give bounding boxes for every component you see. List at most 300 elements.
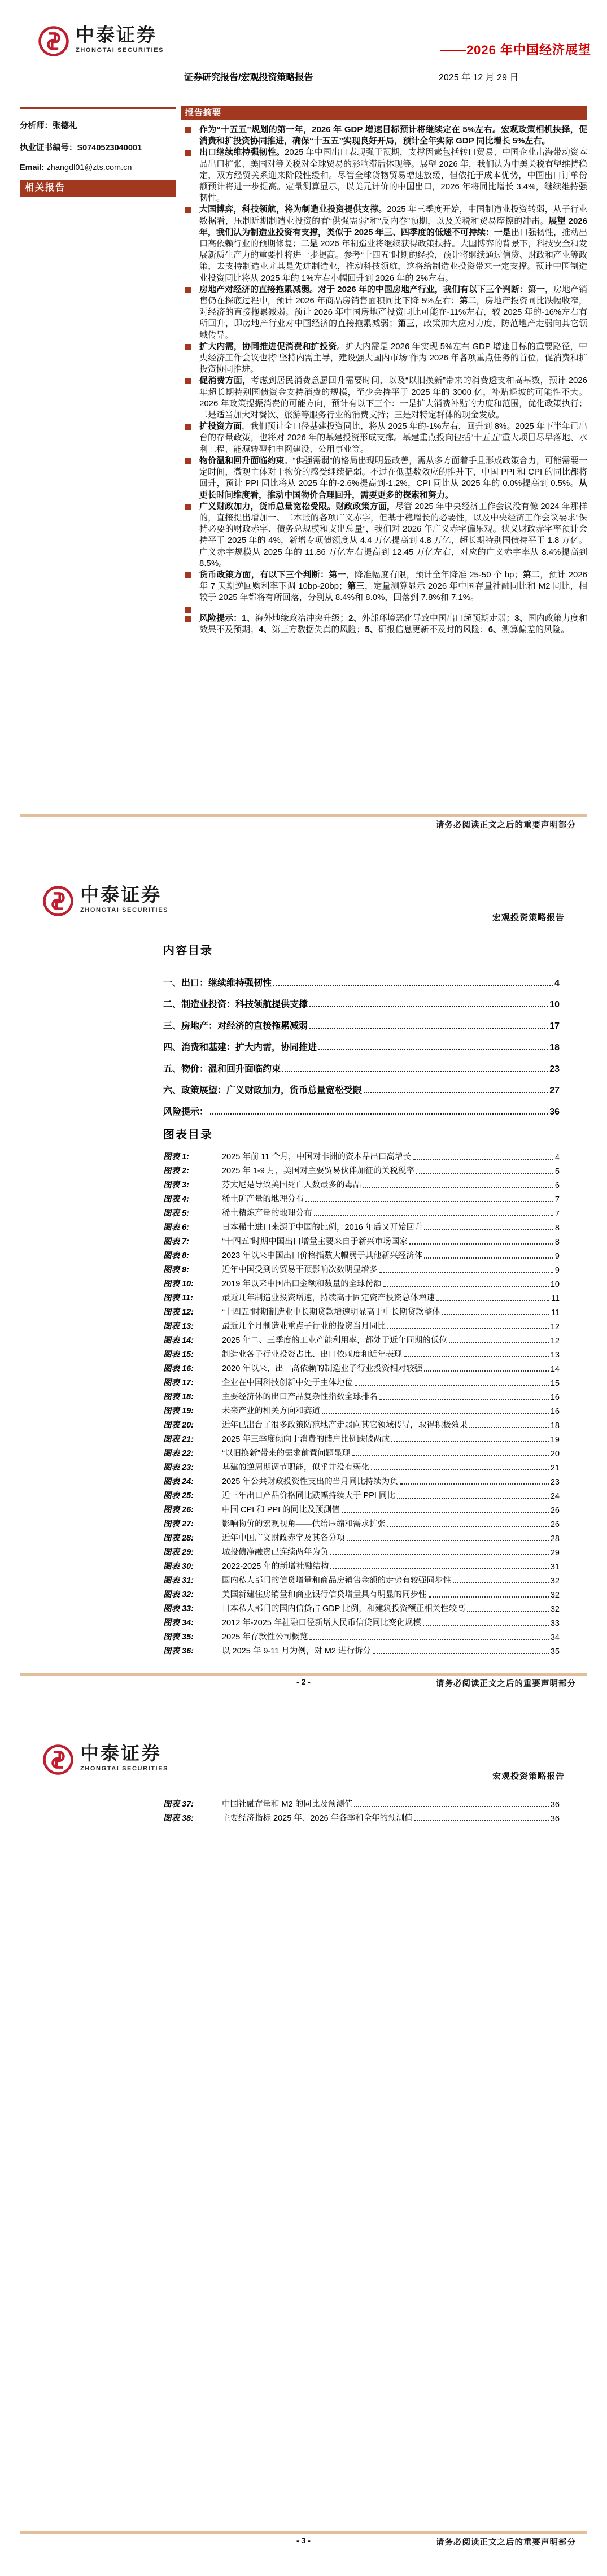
figure-number: 图表 7: (163, 1237, 189, 1246)
dot-leader (442, 1314, 549, 1315)
footer-divider (20, 814, 587, 817)
email-label: Email: (20, 163, 45, 172)
figure-title: 稀土矿产量的地理分布 (222, 1195, 304, 1204)
cert-number: S0740523040001 (77, 143, 142, 153)
figure-title: 美国新建住房销量和商业银行信贷增量具有明显的同步性 (222, 1590, 427, 1599)
figure-number: 图表 23: (163, 1463, 194, 1472)
toc-item-page: 23 (549, 1064, 560, 1074)
figure-number: 图表 30: (163, 1562, 194, 1571)
figure-title: 2012 年-2025 年社融口径新增人民币信贷同比变化规模 (222, 1618, 421, 1628)
figure-item[interactable] (163, 1586, 560, 1600)
report-type: 证券研究报告/宏观投资策略报告 (184, 73, 313, 82)
summary-bullet (181, 284, 587, 341)
figure-number: 图表 14: (163, 1336, 194, 1345)
dot-leader (282, 1071, 548, 1072)
dot-leader (373, 1653, 549, 1654)
figure-page: 31 (550, 1563, 560, 1572)
figure-item[interactable] (163, 1289, 560, 1303)
footer-divider (20, 2531, 587, 2534)
bullet-text (199, 604, 587, 613)
figure-page: 24 (550, 1492, 560, 1501)
figure-item[interactable] (163, 1148, 560, 1162)
figure-page: 7 (554, 1209, 560, 1219)
figure-page: 33 (550, 1619, 560, 1628)
figure-item[interactable] (163, 1176, 560, 1190)
page-number: - 2 - (296, 1677, 311, 1686)
figure-item[interactable] (163, 1614, 560, 1628)
dot-leader (391, 1441, 549, 1442)
page-number: - 3 - (296, 2536, 311, 2545)
figure-title: 近年中国广义财政赤字及其各分项 (222, 1534, 345, 1543)
figure-number: 图表 20: (163, 1421, 194, 1430)
figure-number: 图表 9: (163, 1265, 189, 1274)
brand-name-en: ZHONGTAI SECURITIES (80, 1765, 169, 1772)
dot-leader (413, 1159, 553, 1160)
toc-item-label: 风险提示： (163, 1107, 209, 1117)
figure-number: 图表 8: (163, 1251, 189, 1260)
figure-number: 图表 6: (163, 1223, 189, 1232)
bullet-text: 扩大内需，协同推进促消费和扩投资。扩大内需是 2026 年实现 5%左右 GDP 增速目标的重要路径，中央经济工作会议也将“坚持内需主导，建设强大国内市场”作为 2026 年各项重点任务的首位，促消费和扩投资协同推进。 (199, 341, 587, 375)
figure-item[interactable] (163, 1628, 560, 1642)
figure-page: 19 (550, 1435, 560, 1444)
summary-bullet (181, 569, 587, 604)
figure-item[interactable] (163, 1557, 560, 1572)
toc-item[interactable] (163, 1096, 560, 1117)
dot-leader (309, 1006, 548, 1007)
figure-page: 8 (554, 1224, 560, 1233)
bullet-square-icon (185, 150, 191, 156)
brand-name-en: ZHONGTAI SECURITIES (76, 47, 164, 54)
analyst-cert (20, 141, 176, 153)
figure-page: 11 (551, 1308, 560, 1317)
summary-bullet (181, 604, 587, 613)
brand-name-cn: 中泰证券 (80, 1743, 161, 1764)
figure-page: 28 (550, 1534, 560, 1543)
figure-item[interactable] (163, 1473, 560, 1487)
figure-page: 12 (550, 1322, 560, 1331)
figure-page: 26 (550, 1506, 560, 1515)
figure-number: 图表 25: (163, 1491, 194, 1500)
header-report-category: 宏观投资策略报告 (492, 913, 565, 923)
figure-item[interactable] (163, 1346, 560, 1360)
figure-page: 9 (554, 1252, 560, 1261)
figure-page: 36 (550, 1814, 560, 1824)
report-date: 2025 年 12 月 29 日 (439, 73, 519, 82)
report-title: ——2026 年中国经济展望 (440, 43, 591, 57)
dot-leader (453, 1582, 549, 1583)
figure-title: 2019 年以来中国出口金额和数量的全球份额 (222, 1280, 382, 1289)
figure-title: 基建的逆周期调节职能，似乎并没有弱化 (222, 1463, 369, 1472)
figure-number: 图表 28: (163, 1534, 194, 1543)
toc-item-page: 18 (549, 1043, 560, 1052)
toc-item-label: 四、消费和基建：扩大内需，协同推进 (163, 1043, 317, 1052)
figure-item[interactable] (163, 1204, 560, 1219)
toc-item-label: 六、政策展望：广义财政加力，货币总量宽松受限 (163, 1086, 363, 1095)
figure-title: 最近几年制造业投资增速，持续高于固定资产投资总体增速 (222, 1294, 435, 1303)
figure-item[interactable] (163, 1374, 560, 1388)
logo-text (80, 885, 168, 913)
toc-item-page: 17 (549, 1021, 560, 1031)
logo-text (76, 25, 164, 54)
bullet-square-icon (185, 458, 191, 464)
zhongtai-emblem-icon (42, 1743, 75, 1776)
figure-item[interactable] (163, 1261, 560, 1275)
figure-title: 国内私人部门的信贷增量和商品房销售金额的走势有较强同步性 (222, 1576, 451, 1585)
figure-title: 以 2025 年 9-11 月为例，对 M2 进行拆分 (222, 1647, 372, 1656)
figure-page: 6 (554, 1181, 560, 1190)
analyst-email (20, 163, 176, 172)
dot-leader (404, 1356, 549, 1357)
bullet-text: 扩投资方面，我们预计全口径基建投资同比，将从 2025 年的-1%左右，回升到 8%。2025 年下半年已出台的存量政策，也将对 2026 年的基建投资形成支撑。基建重点投向包括“十五五”重大项目尽早落地、水利工程、能源转型和电网建设、公用事业等。 (199, 421, 587, 454)
figure-title: 近年中国受到的贸易干预影响次数明显增多 (222, 1265, 378, 1274)
figure-item[interactable] (163, 1317, 560, 1331)
dot-leader (449, 1342, 549, 1343)
dot-leader (429, 1596, 549, 1598)
figure-title: 近年已出台了很多政策防范地产走弱向其它领域传导，取得积极效果 (222, 1421, 468, 1430)
figure-item[interactable] (163, 1303, 560, 1317)
figure-page: 23 (550, 1478, 560, 1487)
toc-item[interactable] (163, 1053, 560, 1074)
figure-item[interactable] (163, 1219, 560, 1233)
figure-number: 图表 26: (163, 1505, 194, 1515)
summary-bullet (181, 455, 587, 501)
dot-leader (305, 1201, 553, 1202)
figure-page: 15 (550, 1379, 560, 1388)
figure-number: 图表 18: (163, 1393, 194, 1402)
figure-list-page3 (163, 1795, 560, 1824)
footer-disclaimer: 请务必阅读正文之后的重要声明部分 (436, 2538, 576, 2547)
dot-leader (330, 1554, 549, 1555)
figure-title: “以旧换新”带来的需求前置问题显现 (222, 1449, 351, 1458)
cert-label: 执业证书编号： (20, 143, 77, 153)
toc-heading: 内容目录 (163, 945, 213, 957)
dot-leader (352, 1455, 549, 1456)
figure-page: 29 (550, 1548, 560, 1557)
bullet-square-icon (185, 424, 191, 430)
summary-bullet (181, 124, 587, 147)
figure-list-heading: 图表目录 (163, 1129, 213, 1141)
figure-title: 2023 年以来中国出口价格指数大幅弱于其他新兴经济体 (222, 1251, 423, 1260)
summary-bullet (181, 341, 587, 376)
figure-number: 图表 13: (163, 1322, 194, 1331)
figure-title: 2025 年前 11 个月，中国对非洲的资本品出口高增长 (222, 1152, 411, 1161)
summary-list (181, 124, 587, 636)
figure-number: 图表 16: (163, 1364, 194, 1373)
toc-item-page: 4 (554, 978, 560, 988)
figure-title: 主要经济指标 2025 年、2026 年各季和全年的预测值 (222, 1814, 413, 1823)
figure-item[interactable] (163, 1360, 560, 1374)
figure-number: 图表 33: (163, 1604, 194, 1613)
figure-number: 图表 10: (163, 1280, 194, 1289)
figure-item[interactable] (163, 1331, 560, 1346)
brand-name-en: ZHONGTAI SECURITIES (80, 907, 169, 913)
figure-title: “十四五”时期制造业中长期贷款增速明显高于中长期贷款整体 (222, 1308, 440, 1317)
figure-item[interactable] (163, 1190, 560, 1204)
toc-item-label: 二、制造业投资：科技领航提供支撑 (163, 1000, 308, 1009)
figure-page: 34 (550, 1633, 560, 1642)
dot-leader (423, 1625, 549, 1626)
figure-title: 2025 年存款性公司概览 (222, 1633, 308, 1642)
figure-page: 16 (550, 1393, 560, 1402)
bullet-square-icon (185, 127, 191, 133)
bullet-text: 作为“十五五”规划的第一年，2026 年 GDP 增速目标预计将继续定在 5%左右。宏观政策相机抉择，促消费和扩投资协同推进，确保“十五五”实现良好开局，预计全年实际 GDP 同比增长 5%左右。 (199, 125, 587, 146)
dot-leader (379, 1272, 553, 1273)
dot-leader (400, 1483, 549, 1485)
figure-number: 图表 38: (163, 1814, 194, 1823)
toc-item[interactable] (163, 989, 560, 1010)
figure-number: 图表 2: (163, 1167, 189, 1176)
summary-bullet (181, 501, 587, 569)
summary-bullet (181, 375, 587, 421)
figure-title: 制造业各子行业投资占比、出口依赖度和近年表现 (222, 1350, 402, 1359)
figure-title: 企业在中国科技创新中处于主体地位 (222, 1378, 353, 1387)
figure-page: 12 (550, 1337, 560, 1346)
figure-title: 稀土精炼产量的地理分布 (222, 1209, 312, 1218)
dot-leader (436, 1300, 549, 1301)
figure-title: 日本私人部门的国内信贷占 GDP 比例，和建筑投资额正相关性较高 (222, 1604, 465, 1613)
dot-leader (467, 1611, 549, 1612)
figure-title: 最近几个月制造业重点子行业的投资当月同比 (222, 1322, 386, 1331)
figure-number: 图表 34: (163, 1618, 194, 1628)
dot-leader (309, 1639, 549, 1640)
bullet-text: 物价温和回升面临约束。“供强需弱”的格局出现明显改善，需从多方面着手且形成政策合力，可能需要一定时间，微观主体对于物价的感受继续偏弱。不过在低基数效应的推升下，中国 PPI 和 CPI 的同比都将回升，预计 PPI 同比将从 2025 年的-2.6%提高到-1.2%，CPI 同比从 2025 年的 0.0%提高到 0.5%。从更长时间维度看，推动中国物价合理回升，需要更多的探索和努力。 (199, 455, 587, 500)
figure-page: 32 (550, 1591, 560, 1600)
dot-leader (364, 1092, 548, 1093)
figure-title: 芬太尼是导致美国死亡人数最多的毒品 (222, 1181, 361, 1190)
dot-leader (409, 1243, 553, 1245)
toc-item[interactable] (163, 1010, 560, 1032)
footer-divider (20, 1673, 587, 1676)
dot-leader (355, 1385, 549, 1386)
figure-item[interactable] (163, 1459, 560, 1473)
dot-leader (273, 985, 553, 986)
figure-page: 10 (550, 1280, 560, 1289)
figure-item[interactable] (163, 1795, 560, 1809)
zhongtai-logo (42, 885, 168, 917)
figure-item[interactable] (163, 1529, 560, 1543)
toc-item-page: 27 (549, 1086, 560, 1095)
figure-number: 图表 15: (163, 1350, 194, 1359)
summary-bullet (181, 147, 587, 204)
bullet-text: 货币政策方面，有以下三个判断：第一，降准幅度有限，预计全年降准 25-50 个 bp；第二，预计 2026 年 7 天期逆回购利率下调 10bp-20bp；第三，定量测算显示 2026 年中国存量社融同比和 M2 同比，相较于 2025 年都将有所回落，分别从 8.4%和 8.0%，回落到 7.8%和 7.1%。 (199, 569, 587, 603)
figure-item[interactable] (163, 1233, 560, 1247)
page-1 (0, 0, 607, 859)
dot-leader (379, 1399, 549, 1400)
dot-leader (363, 1187, 553, 1188)
zhongtai-logo (37, 25, 164, 58)
figure-title: 主要经济体的出口产品复杂性指数全球排名 (222, 1393, 378, 1402)
dot-leader (383, 1286, 549, 1287)
bullet-square-icon (185, 607, 191, 613)
toc-item-page: 10 (549, 1000, 560, 1009)
figure-item[interactable] (163, 1543, 560, 1557)
dot-leader (309, 1028, 548, 1029)
figure-page: 18 (550, 1421, 560, 1430)
figure-number: 图表 35: (163, 1633, 194, 1642)
bullet-square-icon (185, 287, 191, 293)
figure-number: 图表 5: (163, 1209, 189, 1218)
figure-number: 图表 36: (163, 1647, 194, 1656)
bullet-text: 促消费方面，考虑到居民消费意愿回升需要时间，以及“以旧换新”带来的消费透支和高基数，预计 2026 年超长期特别国债资金支持消费的规模，至少会持平于 2025 年的 3000 亿，补贴退坡的可能性不大。2026 年政策提振消费的可能方向，预计有以下三个：一是扩大消费补贴的力度和范围，优化政策执行；二是适当加大对餐饮、旅游等服务行业的消费支持；三是对特定群体的现金发放。 (199, 376, 587, 420)
figure-title: 影响物价的宏观视角——供给压缩和需求扩张 (222, 1520, 386, 1529)
figure-title: “十四五”时期中国出口增量主要来自于新兴市场国家 (222, 1237, 408, 1246)
figure-item[interactable] (163, 1247, 560, 1261)
figure-number: 图表 1: (163, 1152, 189, 1161)
toc-item-label: 五、物价：温和回升面临约束 (163, 1064, 281, 1074)
bullet-text: 出口继续维持强韧性。2025 年中国出口表现强于预期，支撑因素包括转口贸易、中国企业出海带动资本品出口扩张、美国对等关税对全球贸易的影响滞后体现等。展望 2026 年，我们认为中美关税有望维持稳定，双方经贸关系迎来阶段性缓和。尽管全球货物贸易增速放缓，但依托于成本优势，中国出口订单份额预计将进一步提高。定量测算显示，以美元计价的中国出口，2026 年将同比增长 3.4%，继续维持强韧性。 (199, 147, 587, 203)
figure-number: 图表 17: (163, 1378, 194, 1387)
figure-item[interactable] (163, 1600, 560, 1614)
toc-item[interactable] (163, 967, 560, 989)
figure-page: 26 (550, 1520, 560, 1529)
footer-disclaimer: 请务必阅读正文之后的重要声明部分 (436, 1679, 576, 1689)
figure-number: 图表 21: (163, 1435, 194, 1444)
page-2 (0, 859, 607, 1717)
analyst-name: 分析师：张德礼 (20, 121, 77, 130)
dot-leader (416, 1173, 553, 1174)
dot-leader (424, 1370, 549, 1372)
figure-number: 图表 3: (163, 1181, 189, 1190)
bullet-text: 房地产对经济的直接拖累减弱。对于 2026 年的中国房地产行业，我们有以下三个判断：第一，房地产销售仍在探底过程中，预计 2026 年商品房销售面积同比下降 5%左右；第二，房地产投资同比跌幅收窄，对经济的直接拖累减弱。预计 2026 年中国房地产投资同比可能在-11%左右，较 2025 年的-16%左右有所回升，即房地产行业对中国经济的直接拖累减弱；第三，政策加大应对力度，防范地产走弱向其它领域传导。 (199, 284, 587, 340)
dot-leader (414, 1820, 549, 1821)
figure-item[interactable] (163, 1275, 560, 1289)
dot-leader (347, 1540, 549, 1541)
figure-title: 2025 年 1-9 月，美国对主要贸易伙伴加征的关税税率 (222, 1167, 414, 1176)
zhongtai-emblem-icon (42, 885, 75, 917)
toc-item[interactable] (163, 1032, 560, 1053)
dot-leader (387, 1526, 549, 1527)
bullet-text: 广义财政加力，货币总量宽松受限。财政政策方面，尽管 2025 年中央经济工作会议没有像 2024 年那样的，直接提出增加一、二本账的各项广义赤字，但基于稳增长的必要性，以及中央经济工作会议要求“保持必要的财政赤字、债务总规模和支出总量”，我们对 2026 年广义赤字偏乐观。狭义财政赤字率预计会持平于 2025 年的 4%，新增专项债额度从 4.4 万亿提高到 4.8 万亿，超长期特别国债持平于 1.8 万亿。广义赤字规模从 2025 年的 11.86 万亿左右提高到 12.45 万亿左右，对应的广义赤字率从 8.4%提高到 8.5%。 (199, 501, 587, 568)
figure-number: 图表 11: (163, 1294, 193, 1303)
toc-item-label: 一、出口：继续维持强韧性 (163, 978, 272, 988)
figure-page: 7 (554, 1195, 560, 1204)
dot-leader (210, 1113, 548, 1115)
figure-title: 日本稀土进口来源于中国的比例，2016 年后又开始回升 (222, 1223, 423, 1232)
figure-page: 36 (550, 1800, 560, 1809)
figure-title: 2025 年二、三季度的工业产能利用率，都处于近年同期的低位 (222, 1336, 447, 1345)
figure-number: 图表 4: (163, 1195, 189, 1204)
page-3 (0, 1717, 607, 2576)
figure-list-page2 (163, 1148, 560, 1656)
bullet-square-icon (185, 504, 191, 510)
brand-name-cn: 中泰证券 (80, 884, 161, 905)
figure-page: 13 (550, 1351, 560, 1360)
figure-page: 14 (550, 1365, 560, 1374)
figure-page: 32 (550, 1577, 560, 1586)
toc-item[interactable] (163, 1074, 560, 1096)
toc-item-page: 36 (549, 1107, 560, 1117)
summary-bullet (181, 421, 587, 455)
figure-title: 2020 年以来，出口高依赖的制造业子行业投资相对较强 (222, 1364, 423, 1373)
bullet-text: 风险提示：1、海外地缘政治冲突升级；2、外部环境恶化导致中国出口超预期走弱；3、国内政策力度和效果不及预期；4、第三方数据失真的风险；5、研报信息更新不及时的风险；6、测算偏差的风险。 (199, 613, 587, 634)
bullet-square-icon (185, 616, 191, 622)
footer-disclaimer: 请务必阅读正文之后的重要声明部分 (436, 821, 576, 830)
figure-page: 9 (554, 1266, 560, 1275)
dot-leader (371, 1469, 549, 1470)
figure-number: 图表 32: (163, 1590, 194, 1599)
figure-item[interactable] (163, 1642, 560, 1656)
figure-item[interactable] (163, 1572, 560, 1586)
figure-title: 中国社融存量和 M2 的同比及预测值 (222, 1800, 353, 1809)
figure-item[interactable] (163, 1444, 560, 1459)
figure-item[interactable] (163, 1388, 560, 1402)
figure-number: 图表 37: (163, 1800, 194, 1809)
dot-leader (387, 1328, 549, 1329)
figure-title: 2022-2025 年的新增社融结构 (222, 1562, 329, 1571)
figure-item[interactable] (163, 1416, 560, 1430)
toc-item-label: 三、房地产：对经济的直接拖累减弱 (163, 1021, 308, 1031)
dot-leader (322, 1413, 549, 1414)
figure-page: 20 (550, 1450, 560, 1459)
figure-number: 图表 22: (163, 1449, 194, 1458)
dot-leader (354, 1806, 549, 1807)
figure-page: 32 (550, 1605, 560, 1614)
figure-item[interactable] (163, 1487, 560, 1501)
figure-item[interactable] (163, 1162, 560, 1176)
dot-leader (318, 1049, 548, 1050)
summary-bullet (181, 204, 587, 284)
figure-number: 图表 12: (163, 1308, 194, 1317)
figure-page: 16 (550, 1407, 560, 1416)
dot-leader (424, 1257, 553, 1259)
figure-title: 未来产业的相关方向和赛道 (222, 1407, 320, 1416)
figure-title: 2025 年三季度倾向于消费的储户比例跌破两成 (222, 1435, 390, 1444)
figure-item[interactable] (163, 1430, 560, 1444)
bullet-square-icon (185, 207, 191, 213)
dot-leader (397, 1498, 549, 1499)
figure-title: 中国 CPI 和 PPI 的同比及预测值 (222, 1505, 340, 1515)
figure-item[interactable] (163, 1501, 560, 1515)
zhongtai-logo (42, 1743, 168, 1776)
figure-title: 城投债净融资已连续两年为负 (222, 1548, 329, 1557)
figure-item[interactable] (163, 1402, 560, 1416)
figure-page: 21 (550, 1464, 560, 1473)
figure-number: 图表 19: (163, 1407, 194, 1416)
related-reports-banner: 相关报告 (20, 180, 176, 197)
figure-page: 35 (550, 1647, 560, 1656)
figure-page: 5 (554, 1167, 560, 1176)
figure-number: 图表 27: (163, 1520, 194, 1529)
dot-leader (330, 1568, 548, 1569)
figure-item[interactable] (163, 1809, 560, 1824)
brand-name-cn: 中泰证券 (76, 24, 157, 45)
header-report-category: 宏观投资策略报告 (492, 1772, 565, 1781)
figure-title: 2025 年公共财政投资性支出的当月同比持续为负 (222, 1477, 398, 1486)
summary-bullet (181, 613, 587, 636)
dot-leader (424, 1229, 553, 1230)
figure-title: 近三年出口产品价格同比跌幅持续大于 PPI 同比 (222, 1491, 395, 1500)
figure-item[interactable] (163, 1515, 560, 1529)
toc-list (163, 967, 560, 1117)
bullet-square-icon (185, 378, 191, 384)
bullet-square-icon (185, 572, 191, 578)
dot-leader (314, 1215, 553, 1216)
dot-leader (342, 1512, 549, 1513)
bullet-square-icon (185, 344, 191, 350)
summary-banner: 报告摘要 (181, 106, 587, 120)
email-address[interactable]: zhangdl01@zts.com.cn (46, 163, 132, 172)
figure-page: 8 (554, 1238, 560, 1247)
figure-number: 图表 29: (163, 1548, 194, 1557)
figure-number: 图表 24: (163, 1477, 194, 1486)
analyst-panel (20, 107, 176, 172)
figure-page: 11 (551, 1294, 560, 1303)
zhongtai-emblem-icon (37, 25, 70, 58)
figure-page: 4 (554, 1153, 560, 1162)
bullet-text: 大国博弈，科技领航，将为制造业投资提供支撑。2025 年三季度开始，中国制造业投资转弱，从子行业数据看，压制近期制造业投资的有“供强需弱”和“反内卷”预期，以及关税和贸易摩擦的冲击。展望 2026 年，我们认为制造业投资有支撑，类似于 2025 年三、四季度的低迷不可持续：一是出口强韧性，推动出口高依赖行业的预期修复；二是 2026 年制造业将继续获得政策扶持。大国博弈的背景下，科技安全和发展新质生产力的重要性将进一步提高。参考“十四五”时期的经验，预计将继续通过信贷、财政和产业等政策，去支持制造业尤其是先进制造业，推动科技领航，这将给制造业投资带来一定支撑。预计中国制造业投资同比将从 2025 年的 1%左右小幅回升到 2026 年的 2%左右。 (199, 204, 587, 283)
figure-number: 图表 31: (163, 1576, 194, 1585)
dot-leader (469, 1427, 549, 1428)
